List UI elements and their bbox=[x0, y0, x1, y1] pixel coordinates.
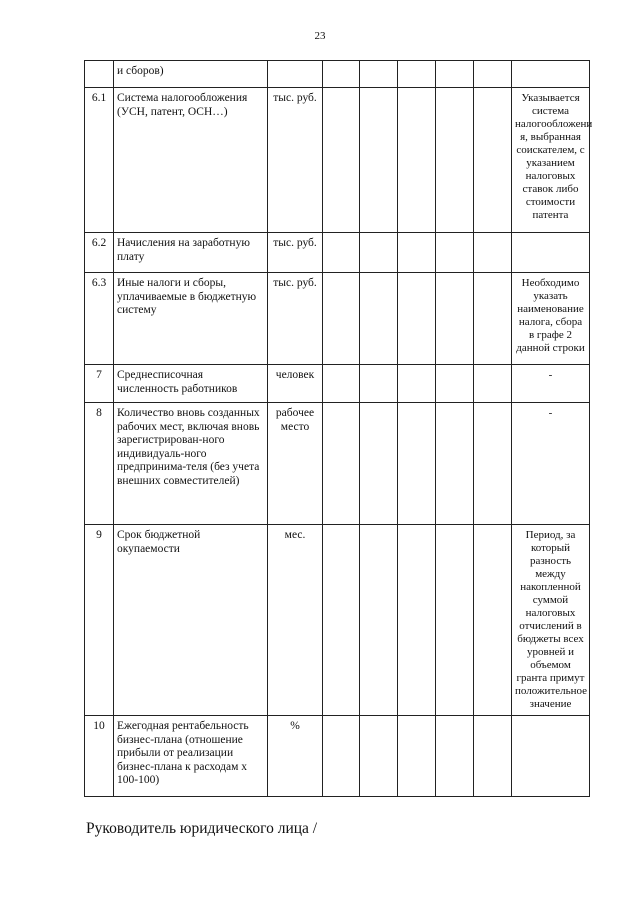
table-row bbox=[85, 403, 590, 525]
indicator-name: Система налогообложения (УСН, патент, ОСН…) bbox=[114, 88, 268, 233]
value-cell bbox=[474, 61, 512, 88]
indicator-name: Среднесписочная численность работников bbox=[114, 365, 268, 403]
page-number: 23 bbox=[314, 30, 326, 42]
unit-cell: тыс. руб. bbox=[268, 233, 323, 273]
value-cell bbox=[323, 233, 360, 273]
note-cell: Период, за который разность между накопленной суммой налоговых отчислений в бюджеты всех уровней и объемом гранта примут положительное значение bbox=[512, 525, 590, 716]
table-row bbox=[85, 61, 590, 88]
row-number: 9 bbox=[85, 525, 114, 716]
unit-cell: человек bbox=[268, 365, 323, 403]
value-cell bbox=[474, 403, 512, 525]
value-cell bbox=[474, 525, 512, 716]
row-number: 10 bbox=[85, 716, 114, 797]
value-cell bbox=[360, 273, 398, 365]
unit-cell: тыс. руб. bbox=[268, 88, 323, 233]
table-row bbox=[85, 525, 590, 716]
value-cell bbox=[474, 716, 512, 797]
table-row bbox=[85, 273, 590, 365]
row-number: 6.1 bbox=[85, 88, 114, 233]
value-cell bbox=[360, 525, 398, 716]
note-cell bbox=[512, 716, 590, 797]
row-number: 7 bbox=[85, 365, 114, 403]
value-cell bbox=[474, 365, 512, 403]
value-cell bbox=[398, 233, 436, 273]
value-cell bbox=[360, 716, 398, 797]
table-row bbox=[85, 233, 590, 273]
unit-cell bbox=[268, 61, 323, 88]
note-cell bbox=[512, 61, 590, 88]
value-cell bbox=[398, 365, 436, 403]
value-cell bbox=[323, 273, 360, 365]
value-cell bbox=[474, 88, 512, 233]
indicator-name: Срок бюджетной окупаемости bbox=[114, 525, 268, 716]
value-cell bbox=[398, 716, 436, 797]
value-cell bbox=[436, 716, 474, 797]
row-number: 8 bbox=[85, 403, 114, 525]
value-cell bbox=[398, 525, 436, 716]
signature-line: Руководитель юридического лица / bbox=[86, 820, 318, 837]
value-cell bbox=[360, 233, 398, 273]
value-cell bbox=[398, 61, 436, 88]
value-cell bbox=[398, 403, 436, 525]
table-row bbox=[85, 88, 590, 233]
value-cell bbox=[323, 88, 360, 233]
value-cell bbox=[360, 365, 398, 403]
value-cell bbox=[323, 365, 360, 403]
value-cell bbox=[360, 61, 398, 88]
value-cell bbox=[474, 273, 512, 365]
row-number: 6.3 bbox=[85, 273, 114, 365]
value-cell bbox=[360, 88, 398, 233]
value-cell bbox=[323, 716, 360, 797]
value-cell bbox=[398, 88, 436, 233]
value-cell bbox=[323, 525, 360, 716]
note-cell: Необходимо указать наименование налога, сбора в графе 2 данной строки bbox=[512, 273, 590, 365]
indicator-name: Начисления на заработную плату bbox=[114, 233, 268, 273]
value-cell bbox=[436, 61, 474, 88]
unit-cell: мес. bbox=[268, 525, 323, 716]
value-cell bbox=[474, 233, 512, 273]
value-cell bbox=[398, 273, 436, 365]
row-number bbox=[85, 61, 114, 88]
value-cell bbox=[436, 88, 474, 233]
value-cell bbox=[323, 403, 360, 525]
unit-cell: рабочее место bbox=[268, 403, 323, 525]
value-cell bbox=[360, 403, 398, 525]
value-cell bbox=[436, 365, 474, 403]
note-cell: - bbox=[512, 365, 590, 403]
indicator-name: и сборов) bbox=[114, 61, 268, 88]
unit-cell: тыс. руб. bbox=[268, 273, 323, 365]
table-row bbox=[85, 365, 590, 403]
value-cell bbox=[436, 525, 474, 716]
indicator-name: Иные налоги и сборы, уплачиваемые в бюджетную систему bbox=[114, 273, 268, 365]
value-cell bbox=[436, 403, 474, 525]
note-cell bbox=[512, 233, 590, 273]
value-cell bbox=[436, 273, 474, 365]
indicator-name: Количество вновь созданных рабочих мест, включая вновь зарегистрирован-ного индивидуаль-ного предпринима-теля (без учета внешних совместителей) bbox=[114, 403, 268, 525]
unit-cell: % bbox=[268, 716, 323, 797]
note-cell: - bbox=[512, 403, 590, 525]
row-number: 6.2 bbox=[85, 233, 114, 273]
indicator-name: Ежегодная рентабельность бизнес-плана (отношение прибыли от реализации бизнес-плана к расходам х 100-100) bbox=[114, 716, 268, 797]
table-row bbox=[85, 716, 590, 797]
note-cell: Указывается система налогообложени я, выбранная соискателем, с указанием налоговых ставок либо стоимости патента bbox=[512, 88, 590, 233]
value-cell bbox=[436, 233, 474, 273]
indicator-table bbox=[84, 60, 593, 797]
value-cell bbox=[323, 61, 360, 88]
